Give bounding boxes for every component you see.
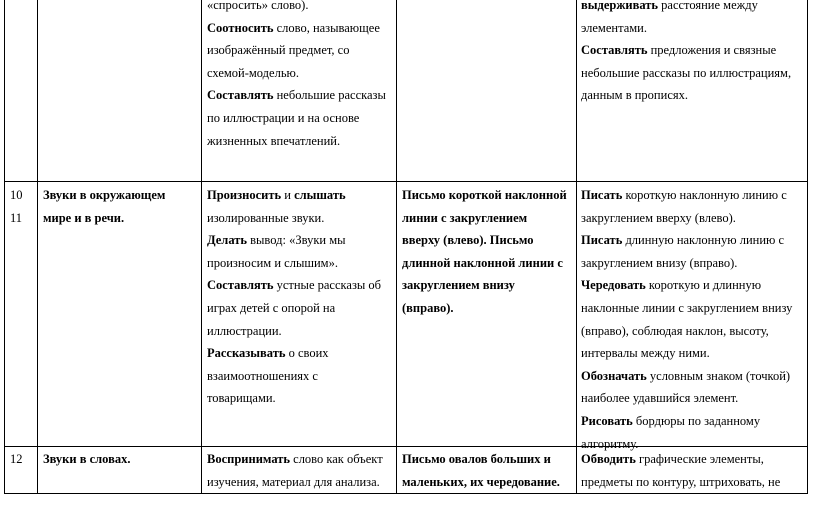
cell-text: данным в прописях. bbox=[581, 88, 688, 103]
cell-line bbox=[402, 252, 576, 275]
cell-text: интервалы между ними. bbox=[581, 346, 710, 361]
cell-line bbox=[581, 184, 806, 207]
cell-text: элементами. bbox=[581, 20, 647, 35]
cell-line bbox=[207, 229, 395, 252]
cell-text: Звуки в словах. bbox=[43, 452, 131, 466]
cell-line bbox=[581, 229, 806, 252]
cell-text: Письмо овалов больших и bbox=[402, 452, 551, 466]
cell-line bbox=[207, 387, 395, 410]
cell-text: закруглением вверху (влево). bbox=[581, 210, 736, 225]
cell-text: предложения и связные bbox=[647, 43, 777, 58]
cell-text: расстояние между bbox=[658, 0, 758, 12]
cell-line bbox=[207, 62, 395, 85]
cell-line bbox=[207, 297, 395, 320]
cell-text: изолированные звуки. bbox=[207, 210, 325, 225]
cell-text: 10 bbox=[10, 188, 23, 202]
cell-line bbox=[581, 84, 806, 107]
cell-text: 12 bbox=[10, 452, 23, 466]
cell-line bbox=[581, 207, 806, 230]
cell-line bbox=[43, 448, 199, 471]
cell-activities bbox=[207, 184, 395, 410]
cell-line bbox=[10, 207, 36, 230]
cell-text: 11 bbox=[10, 210, 23, 225]
cell-line bbox=[43, 184, 199, 207]
cell-line bbox=[581, 448, 806, 471]
cell-text: короткую и длинную bbox=[645, 278, 762, 293]
cell-text: алгоритму. bbox=[581, 436, 639, 451]
cell-text: длинную наклонную линию с bbox=[622, 233, 785, 248]
column-divider bbox=[201, 0, 202, 494]
cell-activities bbox=[207, 0, 395, 152]
table-border-left bbox=[4, 0, 5, 494]
cell-text: короткую наклонную линию с bbox=[622, 188, 787, 202]
cell-line bbox=[581, 0, 806, 17]
cell-text: условным знаком (точкой) bbox=[646, 368, 791, 383]
cell-line bbox=[402, 207, 576, 230]
cell-line bbox=[402, 471, 576, 494]
cell-writing bbox=[402, 448, 576, 493]
cell-line bbox=[207, 0, 395, 17]
cell-line bbox=[207, 471, 395, 494]
cell-skills bbox=[581, 448, 806, 493]
cell-keyword: Обводить bbox=[581, 452, 636, 466]
cell-line bbox=[581, 17, 806, 40]
cell-text: товарищами. bbox=[207, 391, 276, 406]
cell-keyword: выдерживать bbox=[581, 0, 659, 12]
cell-text: и bbox=[281, 188, 295, 202]
cell-text: наиболее удавшийся элемент. bbox=[581, 391, 739, 406]
cell-line bbox=[581, 252, 806, 275]
cell-text: устные рассказы об bbox=[273, 278, 382, 293]
cell-line bbox=[581, 342, 806, 365]
cell-text: предметы по контуру, штриховать, не bbox=[581, 474, 781, 489]
cell-keyword: Составлять bbox=[207, 88, 274, 103]
cell-line bbox=[402, 448, 576, 471]
cell-line bbox=[402, 274, 576, 297]
cell-activities bbox=[207, 448, 395, 493]
cell-line bbox=[581, 62, 806, 85]
cell-text: закруглением внизу bbox=[402, 278, 515, 293]
column-divider bbox=[396, 0, 397, 494]
cell-skills bbox=[581, 0, 806, 107]
cell-keyword: Чередовать bbox=[581, 278, 646, 293]
cell-line bbox=[402, 184, 576, 207]
cell-topic bbox=[43, 184, 199, 229]
cell-keyword: Обозначать bbox=[581, 368, 647, 383]
cell-line bbox=[207, 320, 395, 343]
cell-text: взаимоотношениях с bbox=[207, 368, 318, 383]
cell-text: изучения, материал для анализа. bbox=[207, 474, 380, 489]
cell-line bbox=[207, 207, 395, 230]
cell-text: слово, называющее bbox=[273, 20, 380, 35]
cell-text: вверху (влево). Письмо bbox=[402, 233, 534, 248]
cell-line bbox=[581, 365, 806, 388]
column-divider bbox=[37, 0, 38, 494]
cell-text: длинной наклонной линии с bbox=[402, 255, 563, 270]
cell-text: Звуки в окружающем bbox=[43, 188, 166, 202]
cell-line bbox=[207, 274, 395, 297]
cell-text: графические элементы, bbox=[635, 452, 764, 466]
cell-text: слово как объект bbox=[290, 452, 383, 466]
cell-line bbox=[207, 107, 395, 130]
cell-line bbox=[207, 39, 395, 62]
cell-text: маленьких, их чередование. bbox=[402, 474, 560, 489]
cell-line bbox=[207, 17, 395, 40]
cell-line bbox=[207, 365, 395, 388]
cell-line bbox=[207, 184, 395, 207]
cell-text: произносим и слышим». bbox=[207, 255, 338, 270]
cell-line bbox=[43, 207, 199, 230]
cell-text: наклонные линии с закруглением внизу bbox=[581, 300, 793, 315]
cell-line bbox=[10, 448, 36, 471]
cell-keyword: Соотносить bbox=[207, 20, 274, 35]
cell-keyword: Составлять bbox=[207, 278, 274, 293]
column-divider bbox=[576, 0, 577, 494]
cell-line bbox=[207, 84, 395, 107]
cell-text: вывод: «Звуки мы bbox=[247, 233, 346, 248]
cell-line bbox=[207, 130, 395, 153]
cell-line bbox=[402, 297, 576, 320]
cell-keyword: Произносить bbox=[207, 188, 282, 202]
cell-text: (вправо). bbox=[402, 300, 454, 315]
cell-number bbox=[10, 448, 36, 471]
cell-text: (вправо), соблюдая наклон, высоту, bbox=[581, 323, 769, 338]
cell-keyword: Писать bbox=[581, 233, 623, 248]
cell-line bbox=[402, 229, 576, 252]
cell-line bbox=[207, 342, 395, 365]
cell-writing bbox=[402, 184, 576, 320]
cell-line bbox=[207, 252, 395, 275]
cell-keyword: слышать bbox=[294, 188, 346, 202]
cell-text: небольшие рассказы bbox=[273, 88, 386, 103]
cell-line bbox=[581, 471, 806, 494]
cell-text: схемой-моделью. bbox=[207, 65, 299, 80]
cell-text: небольшие рассказы по иллюстрациям, bbox=[581, 65, 792, 80]
cell-text: изображённый предмет, со bbox=[207, 43, 350, 58]
table-border-right bbox=[807, 0, 808, 494]
cell-line bbox=[10, 184, 36, 207]
cell-line bbox=[207, 448, 395, 471]
row-divider bbox=[4, 181, 808, 182]
cell-text: закруглением внизу (вправо). bbox=[581, 255, 738, 270]
cell-number bbox=[10, 184, 36, 229]
cell-line bbox=[581, 387, 806, 410]
cell-text: жизненных впечатлений. bbox=[207, 133, 341, 148]
cell-text: по иллюстрации и на основе bbox=[207, 110, 360, 125]
cell-text: линии с закруглением bbox=[402, 210, 528, 225]
cell-line bbox=[581, 39, 806, 62]
cell-text: «спросить» слово). bbox=[207, 0, 309, 12]
cell-line bbox=[581, 297, 806, 320]
cell-text: иллюстрации. bbox=[207, 323, 282, 338]
cell-line bbox=[581, 320, 806, 343]
cell-text: играх детей с опорой на bbox=[207, 300, 336, 315]
cell-topic bbox=[43, 448, 199, 471]
cell-keyword: Воспринимать bbox=[207, 452, 291, 466]
cell-keyword: Делать bbox=[207, 233, 247, 248]
cell-text: бордюры по заданному bbox=[632, 413, 761, 428]
cell-line bbox=[581, 274, 806, 297]
cell-skills bbox=[581, 184, 806, 455]
cell-keyword: Писать bbox=[581, 188, 623, 202]
cell-text: о своих bbox=[285, 346, 329, 361]
cell-keyword: Рассказывать bbox=[207, 346, 286, 361]
cell-text: Письмо короткой наклонной bbox=[402, 188, 567, 202]
cell-keyword: Составлять bbox=[581, 43, 648, 58]
cell-keyword: Рисовать bbox=[581, 413, 633, 428]
cell-text: мире и в речи. bbox=[43, 210, 125, 225]
cell-line bbox=[581, 410, 806, 433]
